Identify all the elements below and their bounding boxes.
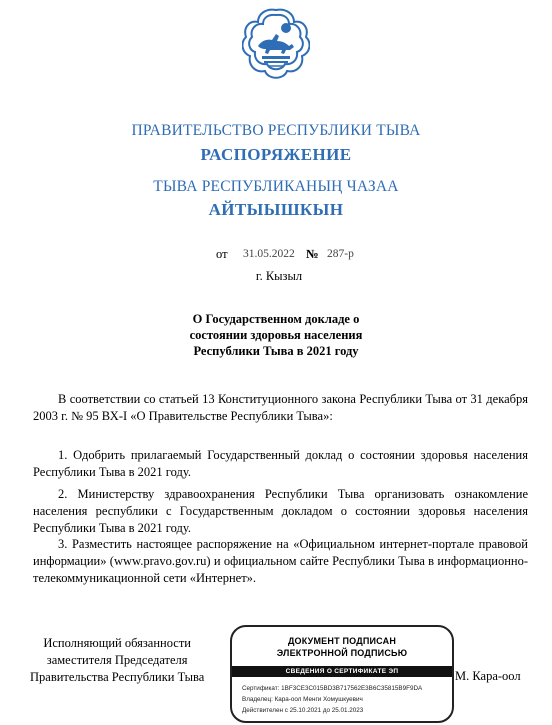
signer-position <box>30 635 204 686</box>
stamp-validity: Действителен с 25.10.2021 до 25.01.2023 <box>242 707 364 714</box>
government-title-ru: ПРАВИТЕЛЬСТВО РЕСПУБЛИКИ ТЫВА <box>131 122 421 139</box>
document-number: 287-р <box>327 248 354 260</box>
stamp-bar: СВЕДЕНИЯ О СЕРТИФИКАТЕ ЭП <box>232 666 452 677</box>
item-3-paragraph: 3. Разместить настоящее распоряжение на «Официальном интернет-портале правовой информации» (www.pravo.gov.ru) и официальном сайте Республики Тыва в информационно-телекоммуникационной сети «Интернет». <box>33 537 528 585</box>
document-date: 31.05.2022 <box>243 248 295 260</box>
signer-line: Исполняющий обязанности <box>43 636 191 650</box>
government-title-tyv: ТЫВА РЕСПУБЛИКАНЫҢ ЧАЗАА <box>153 178 399 195</box>
city-line: г. Кызыл <box>255 269 303 283</box>
from-label: от <box>216 247 228 261</box>
signer-name: М. Кара-оол <box>455 669 521 683</box>
number-sign: № <box>306 247 319 261</box>
signer-line: Правительства Республики Тыва <box>30 670 205 684</box>
item-1-paragraph: 1. Одобрить прилагаемый Государственный доклад о состоянии здоровья населения Республики Тыва в 2021 году. <box>33 448 528 479</box>
stamp-title: ЭЛЕКТРОННОЙ ПОДПИСЬЮ <box>276 648 408 658</box>
document-type-ru: РАСПОРЯЖЕНИЕ <box>200 145 352 164</box>
stamp-owner: Владелец: Кара-оол Менги Хомушкуевич <box>242 696 363 703</box>
document-title <box>0 311 552 359</box>
title-line: О Государственном докладе о <box>192 312 360 326</box>
coat-of-arms-icon <box>242 6 310 94</box>
stamp-title: ДОКУМЕНТ ПОДПИСАН <box>287 636 397 646</box>
signer-line: заместителя Председателя <box>46 653 188 667</box>
title-line: Республики Тыва в 2021 году <box>193 344 359 358</box>
document-type-tyv: АЙТЫЫШКЫН <box>208 200 344 219</box>
stamp-certificate: Сертификат: 1BF3CE3C015BD3B717562E3B6C35815B9F9DA <box>242 685 423 692</box>
item-2-paragraph: 2. Министерству здравоохранения Республики Тыва организовать ознакомление населения республики с Государственным докладом о состоянии здоровья населения Республики Тыва в 2021 году. <box>33 487 528 535</box>
intro-paragraph: В соответствии со статьей 13 Конституционного закона Республики Тыва от 31 декабря 2003 г. № 95 ВХ-I «О Правительстве Республики Тыва»: <box>33 392 528 423</box>
electronic-signature-stamp <box>230 625 454 723</box>
title-line: состоянии здоровья населения <box>189 328 363 342</box>
